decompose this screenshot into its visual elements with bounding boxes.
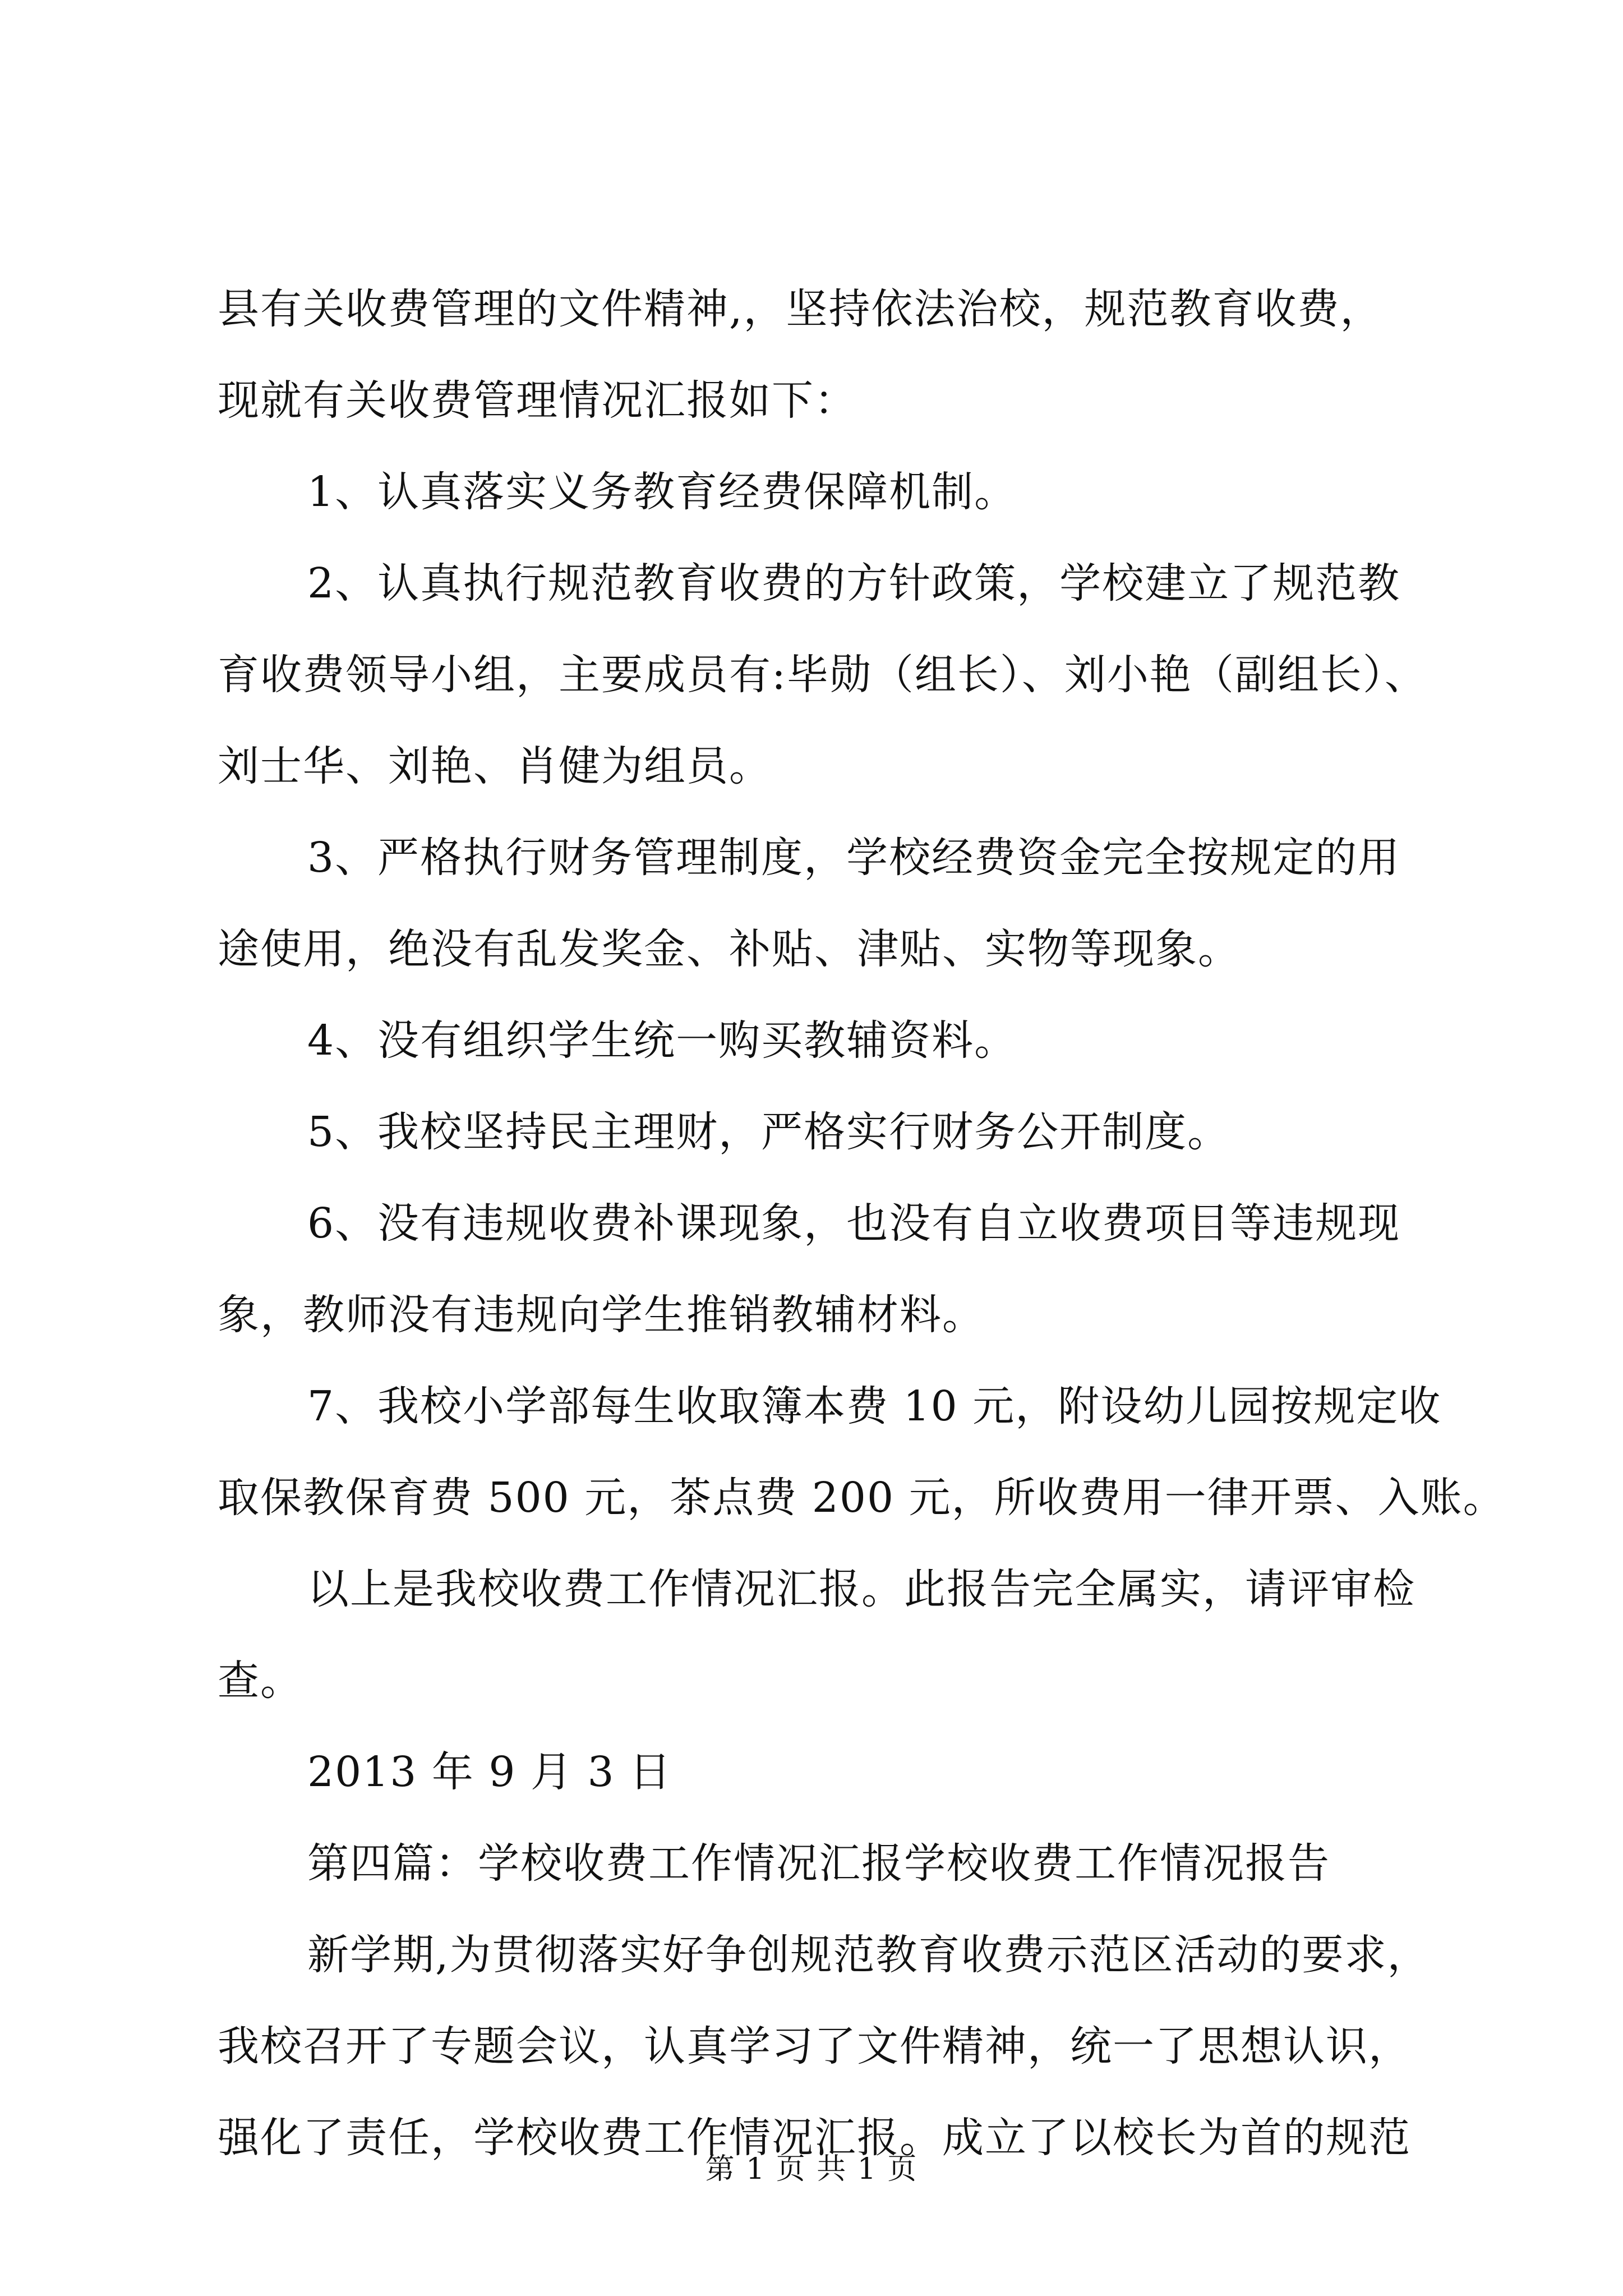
text-line: 象，教师没有违规向学生推销教辅材料。 xyxy=(218,1291,985,1339)
text-line: 4、没有组织学生统一购买教辅资料。 xyxy=(307,1016,1017,1065)
text-line: 1、认真落实义务教育经费保障机制。 xyxy=(307,468,1017,516)
text-line: 刘士华、刘艳、肖健为组员。 xyxy=(218,742,772,790)
date-line: 2013 年 9 月 3 日 xyxy=(307,1748,672,1796)
text-line: 以上是我校收费工作情况汇报。此报告完全属实，请评审检 xyxy=(307,1565,1415,1613)
page-footer: 第 1 页 共 1 页 xyxy=(705,2152,918,2186)
text-line: 7、我校小学部每生收取簿本费 10 元，附设幼儿园按规定收 xyxy=(307,1382,1442,1430)
text-line: 育收费领导小组，主要成员有:毕勋（组长）、刘小艳（副组长）、 xyxy=(218,651,1427,699)
text-line: 查。 xyxy=(218,1657,303,1705)
text-line: 现就有关收费管理情况汇报如下： xyxy=(218,376,857,425)
text-line: 县有关收费管理的文件精神,，坚持依法治校，规范教育收费， xyxy=(218,285,1383,333)
text-line: 3、严格执行财务管理制度，学校经费资金完全按规定的用 xyxy=(307,834,1401,882)
text-line: 我校召开了专题会议，认真学习了文件精神，统一了思想认识， xyxy=(218,2022,1411,2070)
text-line: 6、没有违规收费补课现象，也没有自立收费项目等违规现 xyxy=(307,1199,1401,1248)
text-line: 新学期,为贯彻落实好争创规范教育收费示范区活动的要求， xyxy=(307,1931,1430,1979)
text-line: 5、我校坚持民主理财，严格实行财务公开制度。 xyxy=(307,1108,1230,1156)
text-line: 2、认真执行规范教育收费的方针政策，学校建立了规范教 xyxy=(307,559,1401,608)
text-line: 途使用，绝没有乱发奖金、补贴、津贴、实物等现象。 xyxy=(218,925,1241,973)
section-heading: 第四篇：学校收费工作情况汇报学校收费工作情况报告 xyxy=(307,1839,1330,1888)
text-line: 强化了责任，学校收费工作情况汇报。成立了以校长为首的规范 xyxy=(218,2114,1411,2162)
document-body xyxy=(218,264,1506,2184)
text-line: 取保教保育费 500 元，茶点费 200 元，所收费用一律开票、入账。 xyxy=(218,1474,1506,1522)
